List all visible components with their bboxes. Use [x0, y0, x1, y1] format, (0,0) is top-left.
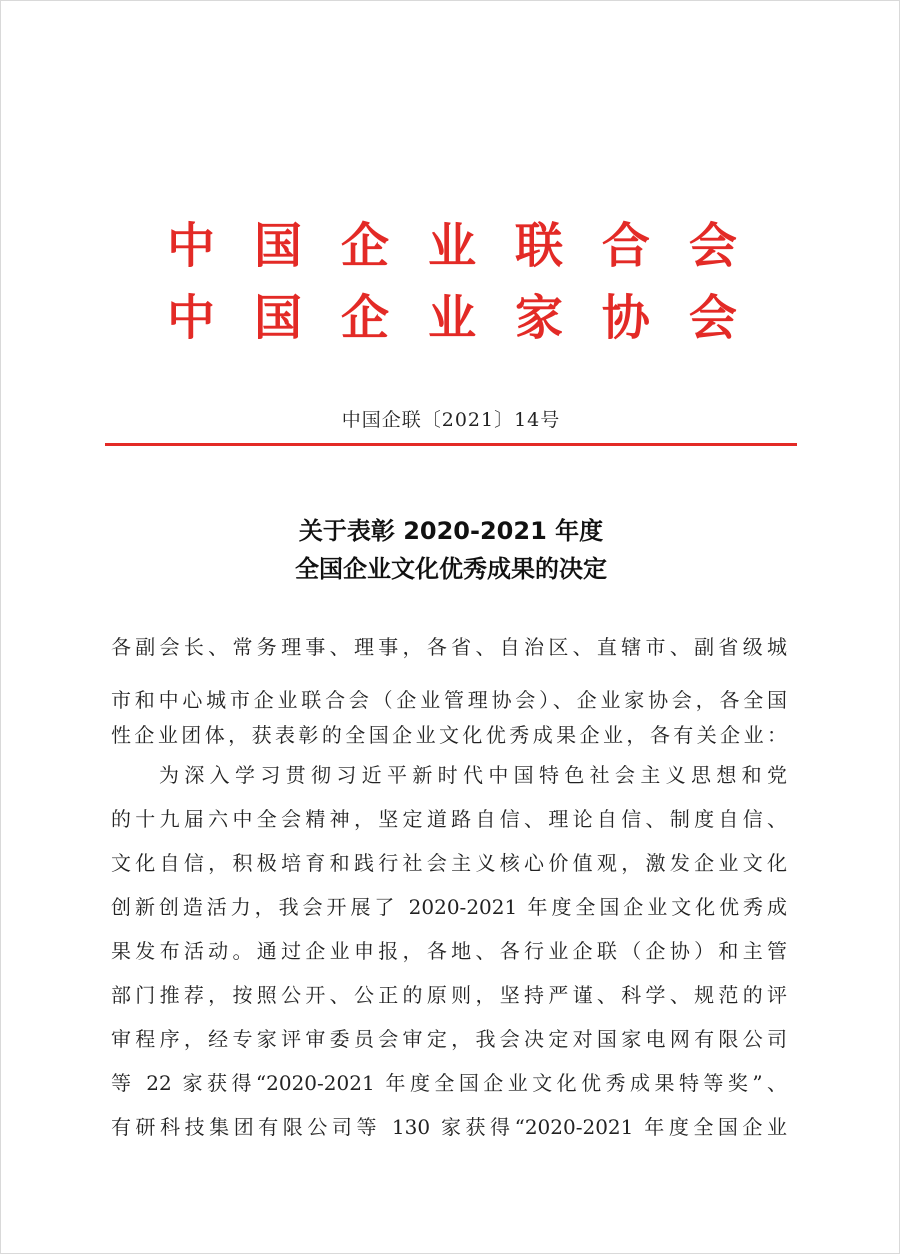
org-char: 业	[427, 290, 476, 346]
org-char: 会	[688, 218, 737, 274]
document-title-line-2: 全国企业文化优秀成果的决定	[295, 555, 607, 583]
org-name-line-2	[167, 288, 737, 348]
body-line: 审程序，经专家评审委员会审定，我会决定对国家电网有限公司	[111, 1027, 787, 1051]
body-line: 有研科技集团有限公司等 130 家获得“2020-2021 年度全国企业	[111, 1115, 787, 1139]
org-char: 协	[601, 290, 650, 346]
org-char: 会	[688, 290, 737, 346]
body-line: 各副会长、常务理事、理事，各省、自治区、直辖市、副省级城	[111, 635, 787, 659]
org-name-line-1	[167, 216, 737, 276]
org-char: 企	[340, 218, 389, 274]
org-char: 中	[167, 218, 216, 274]
body-line: 为深入学习贯彻习近平新时代中国特色社会主义思想和党	[159, 763, 787, 787]
org-char: 国	[253, 218, 302, 274]
org-char: 国	[253, 290, 302, 346]
body-line: 文化自信，积极培育和践行社会主义核心价值观，激发企业文化	[111, 851, 787, 875]
document-number: 中国企联〔2021〕14号	[341, 409, 561, 431]
document-title-line-1: 关于表彰 2020-2021 年度	[298, 517, 604, 545]
org-char: 企	[340, 290, 389, 346]
body-line: 的十九届六中全会精神，坚定道路自信、理论自信、制度自信、	[111, 807, 787, 831]
body-line: 性企业团体，获表彰的全国企业文化优秀成果企业，各有关企业：	[111, 723, 787, 747]
body-line: 等 22 家获得“2020-2021 年度全国企业文化优秀成果特等奖”、	[111, 1071, 787, 1095]
org-char: 中	[167, 290, 216, 346]
org-char: 合	[601, 218, 650, 274]
org-char: 业	[427, 218, 476, 274]
body-line: 创新创造活力，我会开展了 2020-2021 年度全国企业文化优秀成	[111, 895, 787, 919]
body-line: 部门推荐，按照公开、公正的原则，坚持严谨、科学、规范的评	[111, 983, 787, 1007]
body-line: 果发布活动。通过企业申报，各地、各行业企联（企协）和主管	[111, 939, 787, 963]
red-divider-rule	[105, 443, 797, 446]
body-line: 市和中心城市企业联合会（企业管理协会）、企业家协会，各全国	[111, 688, 787, 712]
org-char: 家	[514, 290, 563, 346]
org-char: 联	[514, 218, 563, 274]
